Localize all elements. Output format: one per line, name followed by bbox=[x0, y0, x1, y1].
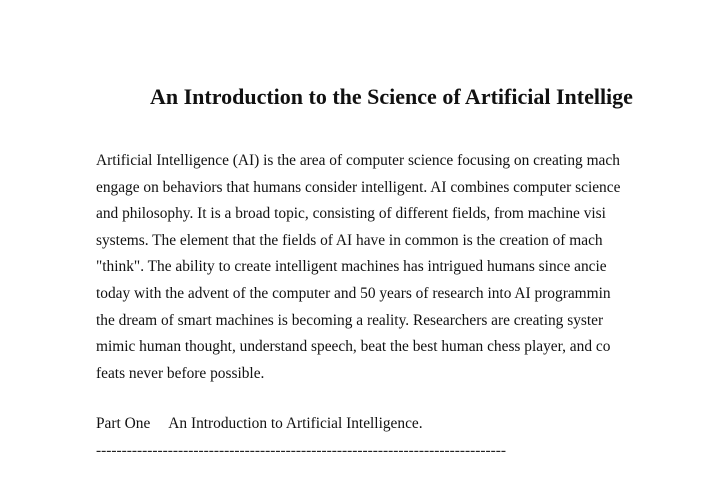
paragraph-line: mimic human thought, understand speech, beat the best human chess player, and co bbox=[96, 338, 611, 356]
paragraph-line: feats never before possible. bbox=[96, 364, 265, 382]
paragraph-line: the dream of smart machines is becoming a reality. Researchers are creating syster bbox=[96, 311, 604, 329]
paragraph-line: engage on behaviors that humans consider intelligent. AI combines computer science bbox=[96, 178, 621, 196]
intro-paragraph bbox=[96, 148, 620, 387]
part-heading bbox=[96, 413, 423, 435]
paragraph-line: systems. The element that the fields of AI have in common is the creation of mach bbox=[96, 231, 603, 249]
paragraph-line: Artificial Intelligence (AI) is the area of computer science focusing on creating mach bbox=[96, 152, 620, 169]
paragraph-line: and philosophy. It is a broad topic, consisting of different fields, from machine visi bbox=[96, 205, 606, 223]
paragraph-line: "think". The ability to create intelligent machines has intrigued humans since ancie bbox=[96, 258, 607, 276]
part-title: An Introduction to Artificial Intelligence. bbox=[168, 415, 423, 432]
part-label: Part One bbox=[96, 415, 151, 432]
dashed-divider: -------------------------------------------------------------------------------- bbox=[96, 442, 507, 459]
paragraph-line: today with the advent of the computer and 50 years of research into AI programmin bbox=[96, 284, 611, 302]
document-title: An Introduction to the Science of Artificial Intellige bbox=[150, 84, 633, 109]
